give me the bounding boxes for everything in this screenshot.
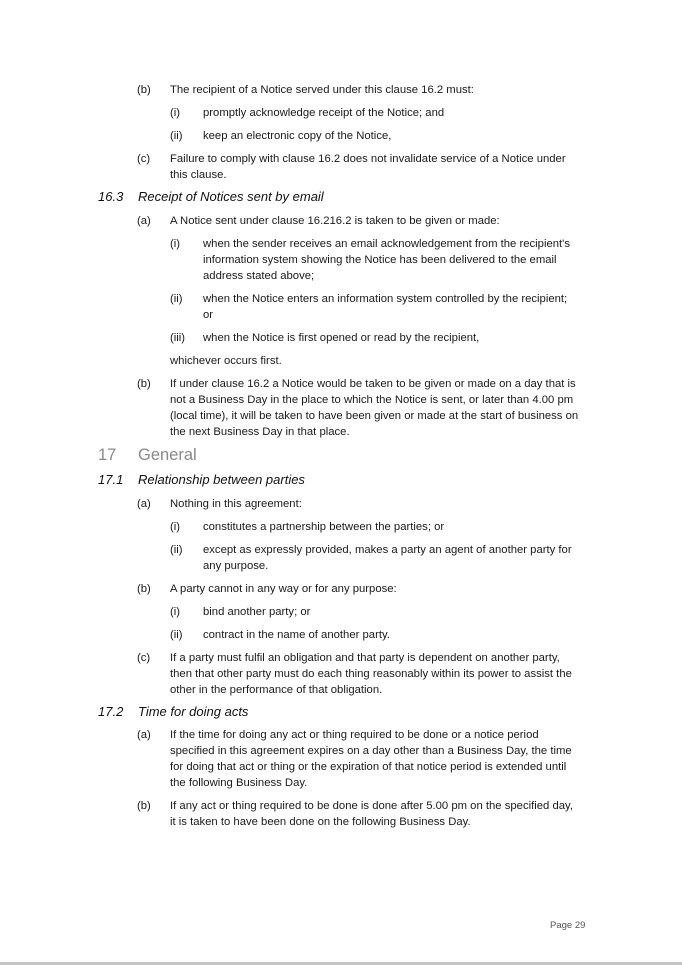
- clause-label: (b): [137, 800, 151, 812]
- subclause-text: keep an electronic copy of the Notice,: [203, 130, 392, 142]
- section-heading: Relationship between parties: [138, 472, 305, 487]
- clause-text: If a party must fulfil an obligation and that party is dependent on another party,: [170, 652, 560, 664]
- subclause-text: contract in the name of another party.: [203, 629, 390, 641]
- subclause-text: when the sender receives an email acknowledgement from the recipient's: [203, 238, 570, 250]
- subclause-label: (i): [170, 606, 181, 618]
- clause-text: the next Business Day in that place.: [170, 426, 350, 438]
- subclause-label: (i): [170, 521, 181, 533]
- subclause-label: (ii): [170, 544, 183, 556]
- clause-label: (b): [137, 378, 151, 390]
- clause-text: specified in this agreement expires on a day other than a Business Day, the time: [170, 745, 572, 757]
- chapter-heading: General: [138, 446, 197, 464]
- clause-label: (b): [137, 84, 151, 96]
- section-number: 17.1: [98, 472, 124, 487]
- subclause-text: when the Notice is first opened or read by the recipient,: [203, 332, 480, 344]
- clause-text: If under clause 16.2 a Notice would be taken to be given or made on a day that is: [170, 378, 576, 390]
- subclause-label: (i): [170, 238, 181, 250]
- clause-text: A party cannot in any way or for any purpose:: [170, 583, 397, 595]
- clause-label: (a): [137, 729, 151, 741]
- chapter-number: 17: [98, 446, 117, 464]
- clause-text: If any act or thing required to be done is done after 5.00 pm on the specified day,: [170, 800, 573, 812]
- clause-label: (b): [137, 583, 151, 595]
- clause-label: (c): [137, 652, 151, 664]
- clause-text: not a Business Day in the place to which the Notice is sent, or later than 4.00 pm: [170, 394, 574, 406]
- clause-text: the following Business Day.: [170, 777, 308, 789]
- clause-text: then that other party must do each thing reasonably within its power to assist the: [170, 668, 572, 680]
- subclause-text: address stated above;: [203, 270, 315, 282]
- clause-label: (c): [137, 153, 151, 165]
- section-heading: Time for doing acts: [138, 704, 249, 719]
- subclause-text: or: [203, 309, 214, 321]
- clause-text: other in the performance of that obligation.: [170, 684, 383, 696]
- clause-text: this clause.: [170, 169, 227, 181]
- clause-text: Nothing in this agreement:: [170, 498, 302, 510]
- subclause-label: (ii): [170, 629, 183, 641]
- subclause-text: any purpose.: [203, 560, 269, 572]
- clause-text: If the time for doing any act or thing required to be done or a notice period: [170, 729, 539, 741]
- clause-text: The recipient of a Notice served under this clause 16.2 must:: [170, 84, 474, 96]
- clause-text: it is taken to have been done on the following Business Day.: [170, 816, 471, 828]
- subclause-text: constitutes a partnership between the parties; or: [203, 521, 445, 533]
- subclause-text: except as expressly provided, makes a party an agent of another party for: [203, 544, 572, 556]
- subclause-label: (ii): [170, 130, 183, 142]
- clause-label: (a): [137, 215, 151, 227]
- page-number: Page 29: [550, 920, 586, 931]
- clause-closing-text: whichever occurs first.: [170, 355, 282, 367]
- section-number: 17.2: [98, 704, 124, 719]
- clause-text: A Notice sent under clause 16.216.2 is taken to be given or made:: [170, 215, 500, 227]
- clause-text: Failure to comply with clause 16.2 does not invalidate service of a Notice under: [170, 153, 566, 165]
- clause-text: for doing that act or thing or the expiration of that notice period is extended until: [170, 761, 567, 773]
- subclause-text: bind another party; or: [203, 606, 311, 618]
- subclause-text: information system showing the Notice has been delivered to the email: [203, 254, 557, 266]
- subclause-label: (ii): [170, 293, 183, 305]
- subclause-text: when the Notice enters an information system controlled by the recipient;: [203, 293, 568, 305]
- subclause-label: (i): [170, 107, 181, 119]
- clause-label: (a): [137, 498, 151, 510]
- section-number: 16.3: [98, 189, 124, 204]
- clause-text: (local time), it will be taken to have been given or made at the start of business on: [170, 410, 579, 422]
- subclause-text: promptly acknowledge receipt of the Notice; and: [203, 107, 445, 119]
- section-heading: Receipt of Notices sent by email: [138, 189, 324, 204]
- subclause-label: (iii): [170, 332, 186, 344]
